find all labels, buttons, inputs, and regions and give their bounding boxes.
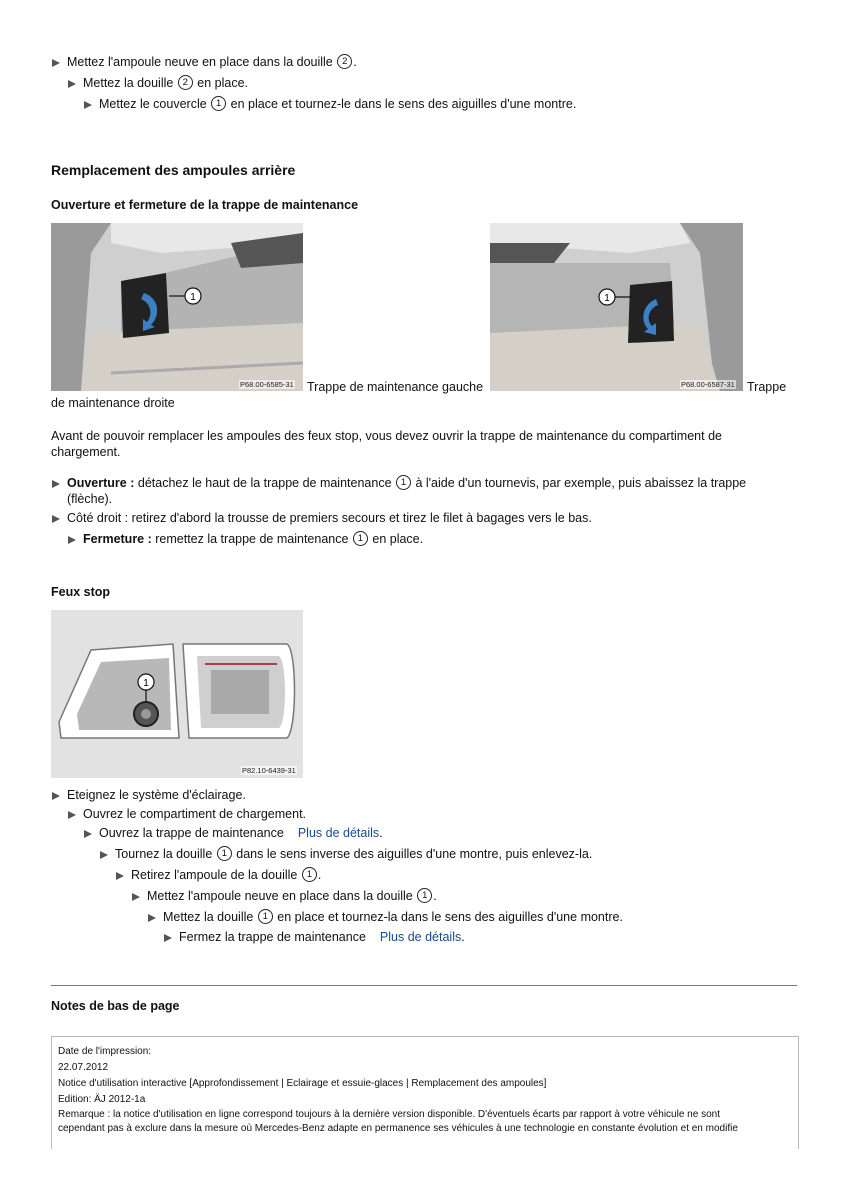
callout-number: 1 xyxy=(217,846,232,861)
step-insert-bulb: Mettez l'ampoule neuve en place dans la douille 2 . xyxy=(52,54,357,70)
step-close-hatch: Fermez la trappe de maintenance Plus de détails. xyxy=(164,929,465,945)
callout-number: 1 xyxy=(302,867,317,882)
callout-number: 1 xyxy=(353,531,368,546)
figure-caption-right-part1: Trappe xyxy=(747,380,787,394)
bullet-arrow-icon xyxy=(52,792,60,800)
bullet-arrow-icon xyxy=(148,914,156,922)
callout-number: 1 xyxy=(258,909,273,924)
step-turn-off-lights: Eteignez le système d'éclairage. xyxy=(52,787,246,803)
bullet-arrow-icon xyxy=(52,480,60,488)
bullet-arrow-icon xyxy=(52,59,60,67)
bullet-arrow-icon xyxy=(100,851,108,859)
remark-line-2: cependant pas à exclure dans la mesure où Mercedes-Benz adapte en permanence ses véhicules à une technologie en constante évolution et en modifie xyxy=(58,1123,738,1134)
callout-number: 1 xyxy=(211,96,226,111)
print-date: 22.07.2012 xyxy=(58,1062,109,1073)
step-opening-continued: (flèche). xyxy=(67,492,113,506)
bullet-arrow-icon xyxy=(84,101,92,109)
subsection-title-hatch: Ouverture et fermeture de la trappe de maintenance xyxy=(51,198,359,212)
bullet-arrow-icon xyxy=(52,515,60,523)
breadcrumb: Notice d'utilisation interactive [Approfondissement | Eclairage et essuie-glaces | Remplacement des ampoules] xyxy=(58,1078,547,1089)
trunk-right-figure xyxy=(490,223,743,391)
step-insert-socket-rotate: Mettez la douille 1 en place et tournez-la dans le sens des aiguilles d'une montre. xyxy=(148,909,623,925)
figure-caption-right-part2: de maintenance droite xyxy=(51,396,175,410)
figure-caption-left: Trappe de maintenance gauche xyxy=(307,380,484,394)
footnote-divider xyxy=(51,985,797,986)
step-replace-cover: Mettez le couvercle 1 en place et tournez-le dans le sens des aiguilles d'une montre. xyxy=(84,96,576,112)
step-remove-socket: Tournez la douille 1 dans le sens inverse des aiguilles d'une montre, puis enlevez-la. xyxy=(100,846,592,862)
bullet-arrow-icon xyxy=(116,872,124,880)
bullet-arrow-icon xyxy=(164,934,172,942)
trunk-right-illustration xyxy=(490,223,743,391)
callout-number: 1 xyxy=(396,475,411,490)
brake-light-illustration xyxy=(51,610,303,778)
bullet-arrow-icon xyxy=(68,80,76,88)
more-details-link[interactable]: Plus de détails xyxy=(297,826,380,840)
step-insert-new-bulb: Mettez l'ampoule neuve en place dans la douille 1 . xyxy=(132,888,437,904)
print-date-label: Date de l'impression: xyxy=(58,1046,152,1057)
bullet-arrow-icon xyxy=(132,893,140,901)
brake-light-figure xyxy=(51,610,303,778)
step-remove-bulb: Retirez l'ampoule de la douille 1 . xyxy=(116,867,321,883)
trunk-left-illustration xyxy=(51,223,303,391)
figure-code: P68.00-6587-31 xyxy=(681,380,735,389)
section-title: Remplacement des ampoules arrière xyxy=(51,162,296,178)
step-open-trunk: Ouvrez le compartiment de chargement. xyxy=(68,806,306,822)
step-closing: Fermeture : remettez la trappe de maintenance 1 en place. xyxy=(68,531,423,547)
intro-paragraph: Avant de pouvoir remplacer les ampoules des feux stop, vous devez ouvrir la trappe de maintenance du compartiment de chargement. xyxy=(51,429,722,459)
callout-number: 1 xyxy=(190,292,196,303)
step-right-side: Côté droit : retirez d'abord la trousse de premiers secours et tirez le filet à bagages vers le bas. xyxy=(52,510,592,526)
remark-line-1: Remarque : la notice d'utilisation en ligne correspond toujours à la dernière version disponible. D'éventuels écarts par rapport à votre véhicule ne sont xyxy=(58,1109,720,1120)
bullet-arrow-icon xyxy=(68,811,76,819)
bullet-arrow-icon xyxy=(68,536,76,544)
step-insert-socket: Mettez la douille 2 en place. xyxy=(68,75,248,91)
step-open-hatch: Ouvrez la trappe de maintenance Plus de détails. xyxy=(84,825,383,841)
subsection-title-brake-lights: Feux stop xyxy=(51,585,111,599)
footnotes-title: Notes de bas de page xyxy=(51,999,180,1013)
footnote-box xyxy=(51,1036,799,1149)
callout-number: 2 xyxy=(178,75,193,90)
edition: Edition: ÄJ 2012-1a xyxy=(58,1094,146,1105)
step-opening: Ouverture : détachez le haut de la trappe de maintenance 1 à l'aide d'un tournevis, par exemple, puis abaissez la trappe xyxy=(52,475,746,491)
callout-number: 1 xyxy=(417,888,432,903)
callout-number: 1 xyxy=(143,678,149,689)
figure-code: P82.10-6439-31 xyxy=(242,766,296,775)
bullet-arrow-icon xyxy=(84,830,92,838)
figure-code: P68.00-6585-31 xyxy=(240,380,294,389)
callout-number: 1 xyxy=(604,293,610,304)
callout-number: 2 xyxy=(337,54,352,69)
more-details-link[interactable]: Plus de détails xyxy=(379,930,462,944)
trunk-left-figure xyxy=(51,223,303,391)
